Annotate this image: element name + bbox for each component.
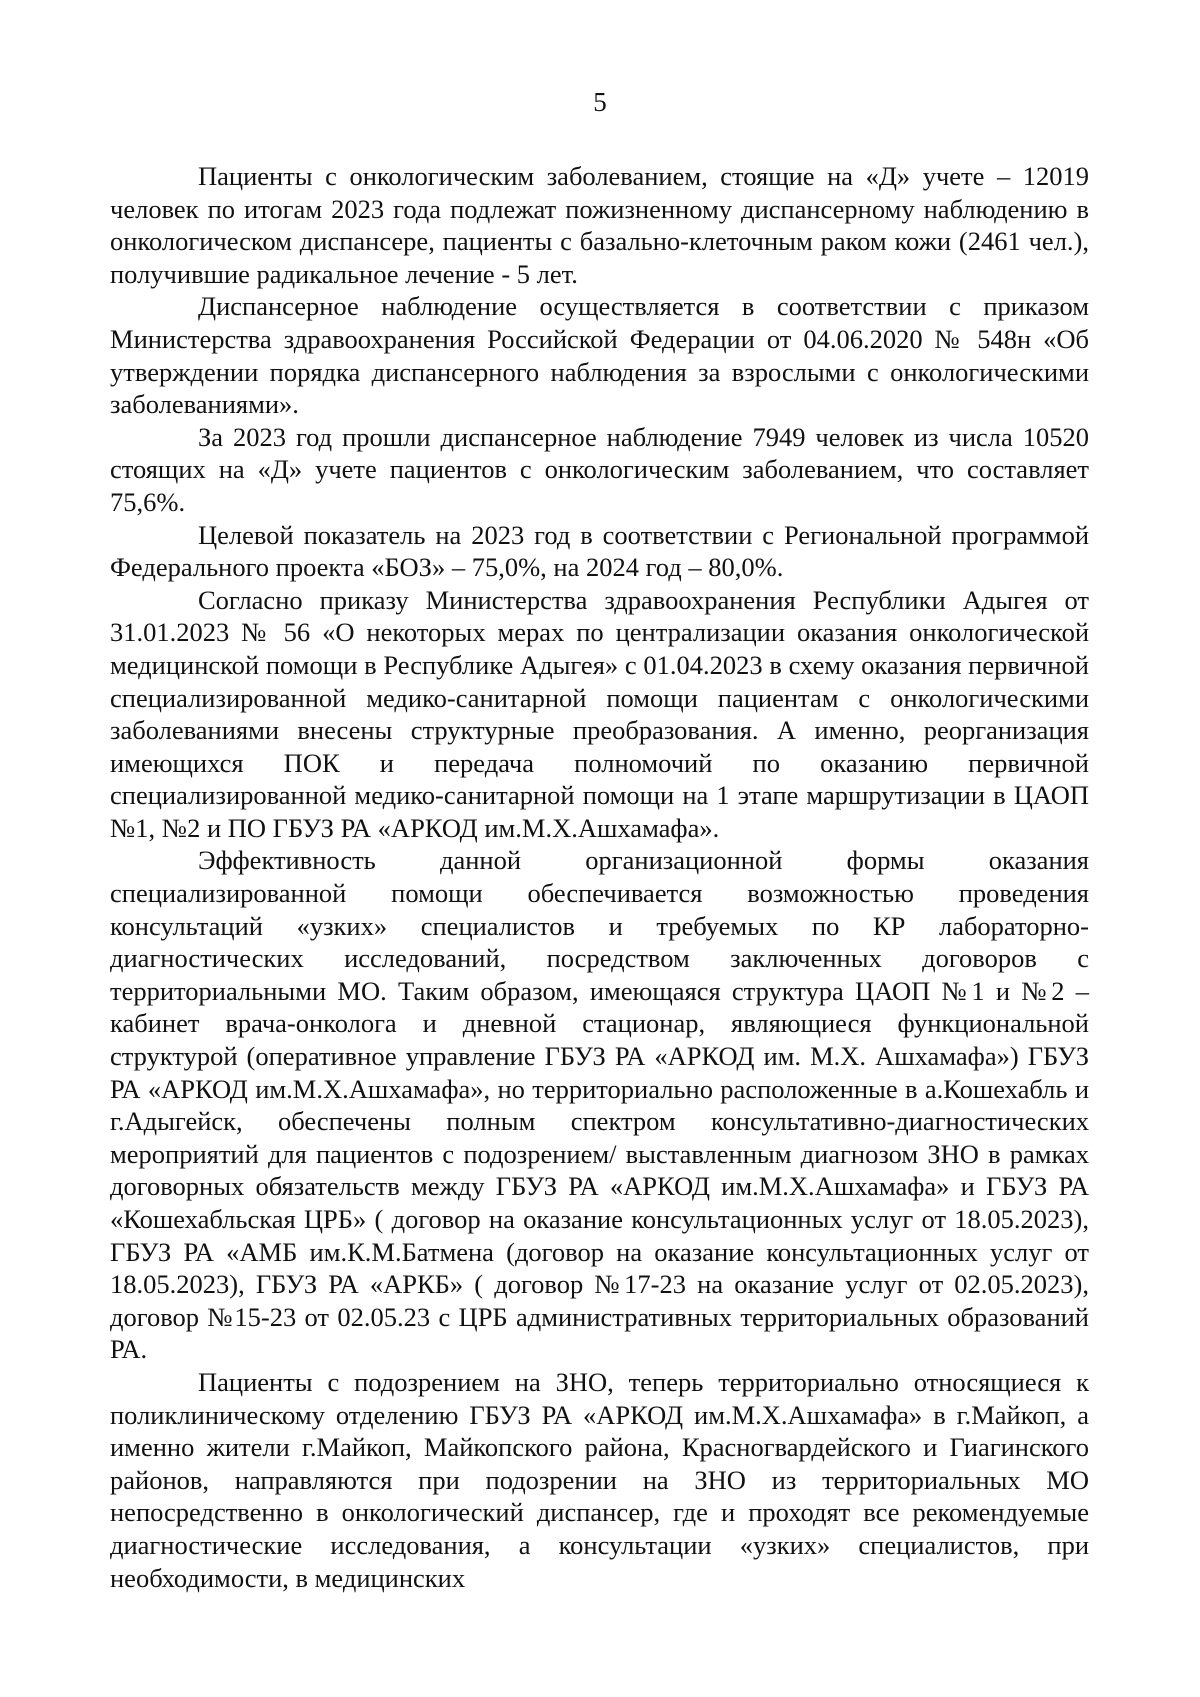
- paragraph-2023-results: За 2023 год прошли диспансерное наблюдение 7949 человек из числа 10520 стоящих на «Д» учете пациентов с онкологическим заболеванием, что составляет 75,6%.: [110, 421, 1089, 517]
- paragraph-suspected-patients: Пациенты с подозрением на ЗНО, теперь территориально относящиеся к поликлиническому отделению ГБУЗ РА «АРКОД им.М.Х.Ашхамафа» в г.Майкоп, а именно жители г.Майкоп, Майкопского района, Красногвардейского и Гиагинского районов, направляются при подозрении на ЗНО из территориальных МО непосредственно в онкологический диспансер, где и проходят все рекомендуемые диагностические исследования, а консультации «узких» специалистов, при необходимости, в медицинских: [110, 1366, 1089, 1593]
- paragraph-ministry-order: Диспансерное наблюдение осуществляется в соответствии с приказом Министерства здравоохранения Российской Федерации от 04.06.2020 № 548н «Об утверждении порядка диспансерного наблюдения за взрослыми с онкологическими заболеваниями».: [110, 291, 1089, 420]
- paragraph-efficiency: Эффективность данной организационной формы оказания специализированной помощи обеспечивается возможностью проведения консультаций «узких» специалистов и требуемых по КР лабораторно-диагностических исследований, посредством заключенных договоров с территориальными МО. Таким образом, имеющаяся структура ЦАОП №1 и №2 – кабинет врача-онколога и дневной стационар, являющиеся функциональной структурой (оперативное управление ГБУЗ РА «АРКОД им. М.Х. Ашхамафа») ГБУЗ РА «АРКОД им.М.Х.Ашхамафа», но территориально расположенные в а.Кошехабль и г.Адыгейск, обеспечены полным спектром консультативно-диагностических мероприятий для пациентов с подозрением/ выставленным диагнозом ЗНО в рамках договорных обязательств между ГБУЗ РА «АРКОД им.М.Х.Ашхамафа» и ГБУЗ РА «Кошехабльская ЦРБ» ( договор на оказание консультационных услуг от 18.05.2023), ГБУЗ РА «АМБ им.К.М.Батмена (договор на оказание консультационных услуг от 18.05.2023), ГБУЗ РА «АРКБ» ( договор №17-23 на оказание услуг от 02.05.2023), договор №15-23 от 02.05.23 с ЦРБ административных территориальных образований РА.: [110, 845, 1089, 1365]
- paragraph-dispensary-patients: Пациенты с онкологическим заболеванием, стоящие на «Д» учете – 12019 человек по итогам 2023 года подлежат пожизненному диспансерному наблюдению в онкологическом диспансере, пациенты с базально-клеточным раком кожи (2461 чел.), получившие радикальное лечение - 5 лет.: [110, 161, 1089, 289]
- paragraph-target-indicator: Целевой показатель на 2023 год в соответствии с Региональной программой Федерального проекта «БОЗ» – 75,0%, на 2024 год – 80,0%.: [110, 519, 1089, 583]
- document-body: [110, 160, 1089, 1594]
- page-number: 5: [593, 87, 607, 117]
- paragraph-centralization-order: Согласно приказу Министерства здравоохранения Республики Адыгея от 31.01.2023 № 56 «О некоторых мерах по централизации оказания онкологической медицинской помощи в Республике Адыгея» с 01.04.2023 в схему оказания первичной специализированной медико-санитарной помощи пациентам с онкологическими заболеваниями внесены структурные преобразования. А именно, реорганизация имеющихся ПОК и передача полномочий по оказанию первичной специализированной медико-санитарной помощи на 1 этапе маршрутизации в ЦАОП №1, №2 и ПО ГБУЗ РА «АРКОД им.М.Х.Ашхамафа».: [110, 584, 1089, 843]
